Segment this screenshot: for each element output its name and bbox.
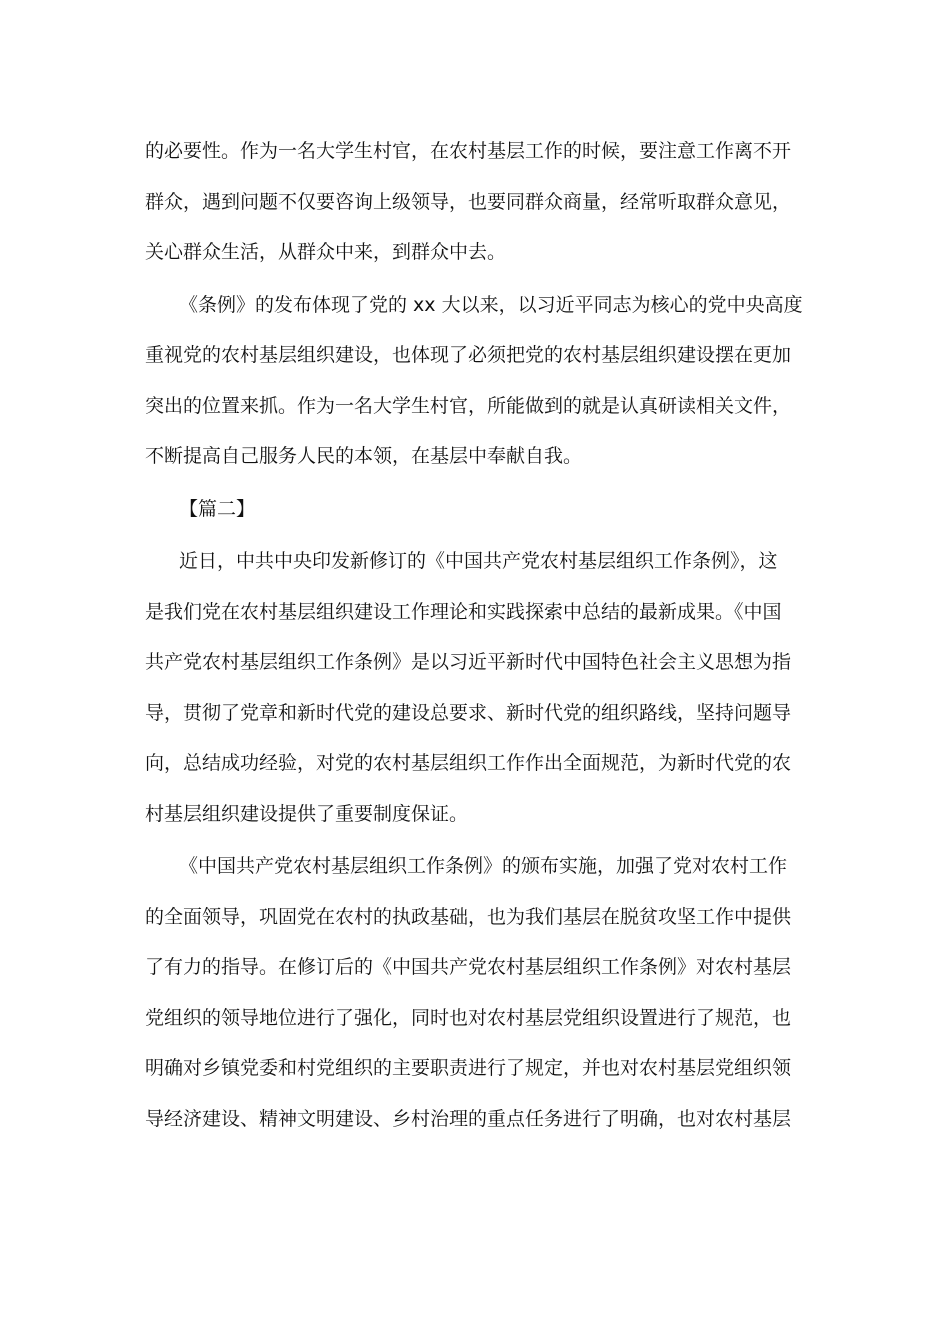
text-line: 《条例》的发布体现了党的 xx 大以来，以习近平同志为核心的党中央高度 <box>179 293 803 316</box>
text-line: 突出的位置来抓。作为一名大学生村官，所能做到的就是认真研读相关文件， <box>145 394 792 417</box>
text-line: 不断提高自己服务人民的本领，在基层中奉献自我。 <box>145 445 583 467</box>
document-body <box>145 126 807 1146</box>
paragraph-4 <box>145 841 807 1144</box>
text-line: 导，贯彻了党章和新时代党的建设总要求、新时代党的组织路线，坚持问题导 <box>145 701 792 724</box>
text-line: 导经济建设、精神文明建设、乡村治理的重点任务进行了明确，也对农村基层 <box>145 1107 792 1130</box>
section-heading <box>145 484 807 535</box>
text-line: 了有力的指导。在修订后的《中国共产党农村基层组织工作条例》对农村基层 <box>145 956 792 978</box>
paragraph-3 <box>145 536 807 839</box>
text-line: 共产党农村基层组织工作条例》是以习近平新时代中国特色社会主义思想为指 <box>145 651 792 673</box>
text-line: 向，总结成功经验，对党的农村基层组织工作作出全面规范，为新时代党的农 <box>145 752 792 774</box>
text-line: 近日，中共中央印发新修订的《中国共产党农村基层组织工作条例》，这 <box>179 550 778 572</box>
text-line: 关心群众生活，从群众中来，到群众中去。 <box>145 241 507 263</box>
paragraph-2 <box>145 280 807 482</box>
text-line: 的全面领导，巩固党在农村的执政基础，也为我们基层在脱贫攻坚工作中提供 <box>145 905 792 928</box>
text-line: 群众，遇到问题不仅要咨询上级领导，也要同群众商量，经常听取群众意见， <box>145 190 792 213</box>
text-line: 《中国共产党农村基层组织工作条例》的颁布实施，加强了党对农村工作 <box>179 855 788 877</box>
text-line: 明确对乡镇党委和村党组织的主要职责进行了规定，并也对农村基层党组织领 <box>145 1057 792 1079</box>
text-line: 党组织的领导地位进行了强化，同时也对农村基层党组织设置进行了规范，也 <box>145 1006 792 1029</box>
text-line: 村基层组织建设提供了重要制度保证。 <box>145 802 469 825</box>
section-heading-text: 【篇二】 <box>179 497 256 520</box>
text-line: 重视党的农村基层组织建设，也体现了必须把党的农村基层组织建设摆在更加 <box>145 344 792 366</box>
paragraph-1 <box>145 126 807 278</box>
text-line: 是我们党在农村基层组织建设工作理论和实践探索中总结的最新成果。《中国 <box>145 600 782 623</box>
text-line: 的必要性。作为一名大学生村官，在农村基层工作的时候，要注意工作离不开 <box>145 140 792 162</box>
